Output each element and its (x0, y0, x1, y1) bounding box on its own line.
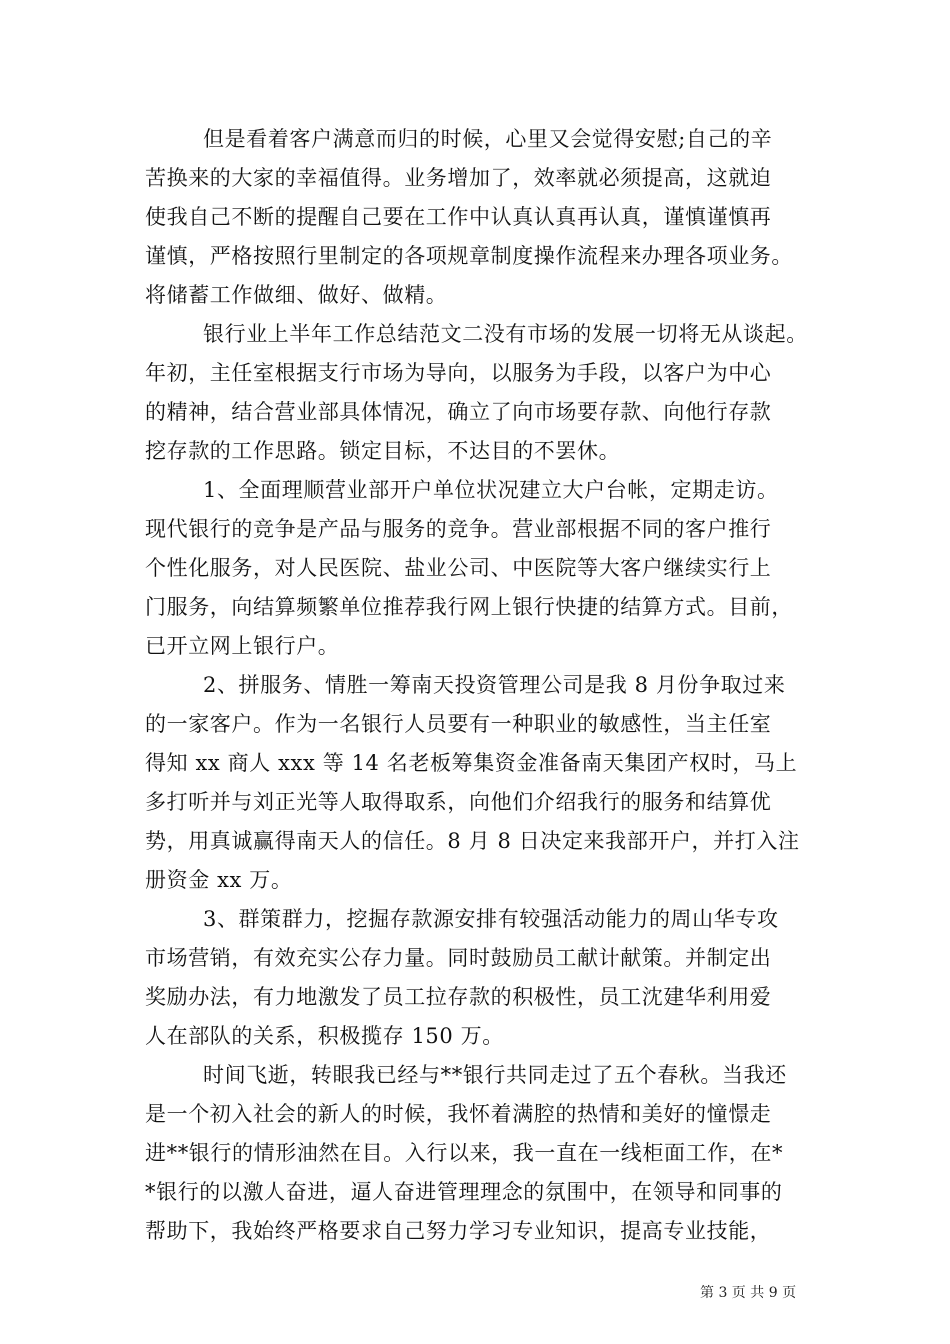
page-number-footer: 第 3 页 共 9 页 (700, 1285, 797, 1301)
body-text-line: 1、全面理顺营业部开户单位状况建立大户台帐，定期走访。 (203, 478, 779, 502)
body-text-line: 个性化服务，对人民医院、盐业公司、中医院等大客户继续实行上 (145, 556, 772, 580)
body-text-line: 已开立网上银行户。 (145, 634, 340, 658)
body-text-line: 时间飞逝，转眼我已经与**银行共同走过了五个春秋。当我还 (203, 1063, 787, 1087)
body-text-line: 册资金 xx 万。 (145, 868, 293, 892)
body-text-line: 是一个初入社会的新人的时候，我怀着满腔的热情和美好的憧憬走 (145, 1102, 772, 1126)
body-text-line: 市场营销，有效充实公存力量。同时鼓励员工献计献策。并制定出 (145, 946, 772, 970)
body-text-line: 使我自己不断的提醒自己要在工作中认真认真再认真，谨慎谨慎再 (145, 205, 772, 229)
body-text-line: 门服务，向结算频繁单位推荐我行网上银行快捷的结算方式。目前， (145, 595, 793, 619)
body-text-line: 3、群策群力，挖掘存款源安排有较强活动能力的周山华专攻 (203, 907, 779, 931)
body-text-line: 但是看着客户满意而归的时候，心里又会觉得安慰;自己的辛 (203, 127, 773, 151)
body-text-line: 挖存款的工作思路。锁定目标，不达目的不罢休。 (145, 439, 621, 463)
body-text-line: *银行的以激人奋进，逼人奋进管理理念的氛围中，在领导和同事的 (145, 1180, 783, 1204)
body-text-line: 帮助下，我始终严格要求自己努力学习专业知识，提高专业技能， (145, 1219, 772, 1243)
body-text-line: 进**银行的情形油然在目。入行以来，我一直在一线柜面工作，在* (145, 1141, 784, 1165)
body-text-line: 苦换来的大家的幸福值得。业务增加了，效率就必须提高，这就迫 (145, 166, 772, 190)
body-text-line: 谨慎，严格按照行里制定的各项规章制度操作流程来办理各项业务。 (145, 244, 793, 268)
body-text-line: 年初，主任室根据支行市场为导向，以服务为手段，以客户为中心 (145, 361, 772, 385)
body-text-line: 多打听并与刘正光等人取得取系，向他们介绍我行的服务和结算优 (145, 790, 772, 814)
body-text-line: 人在部队的关系，积极揽存 150 万。 (145, 1024, 504, 1048)
body-text-line: 得知 xx 商人 xxx 等 14 名老板筹集资金准备南天集团产权时，马上 (145, 751, 798, 775)
body-text-line: 现代银行的竞争是产品与服务的竞争。营业部根据不同的客户推行 (145, 517, 772, 541)
body-text-line: 奖励办法，有力地激发了员工拉存款的积极性，员工沈建华利用爱 (145, 985, 772, 1009)
body-text-line: 的精神，结合营业部具体情况，确立了向市场要存款、向他行存款 (145, 400, 772, 424)
body-text-line: 将储蓄工作做细、做好、做精。 (145, 283, 448, 307)
body-text-line: 势，用真诚赢得南天人的信任。8 月 8 日决定来我部开户，并打入注 (145, 829, 800, 853)
body-text-line: 的一家客户。作为一名银行人员要有一种职业的敏感性，当主任室 (145, 712, 772, 736)
body-text-line: 银行业上半年工作总结范文二没有市场的发展一切将无从谈起。 (203, 322, 808, 346)
body-text-line: 2、拼服务、情胜一筹南天投资管理公司是我 8 月份争取过来 (203, 673, 786, 697)
